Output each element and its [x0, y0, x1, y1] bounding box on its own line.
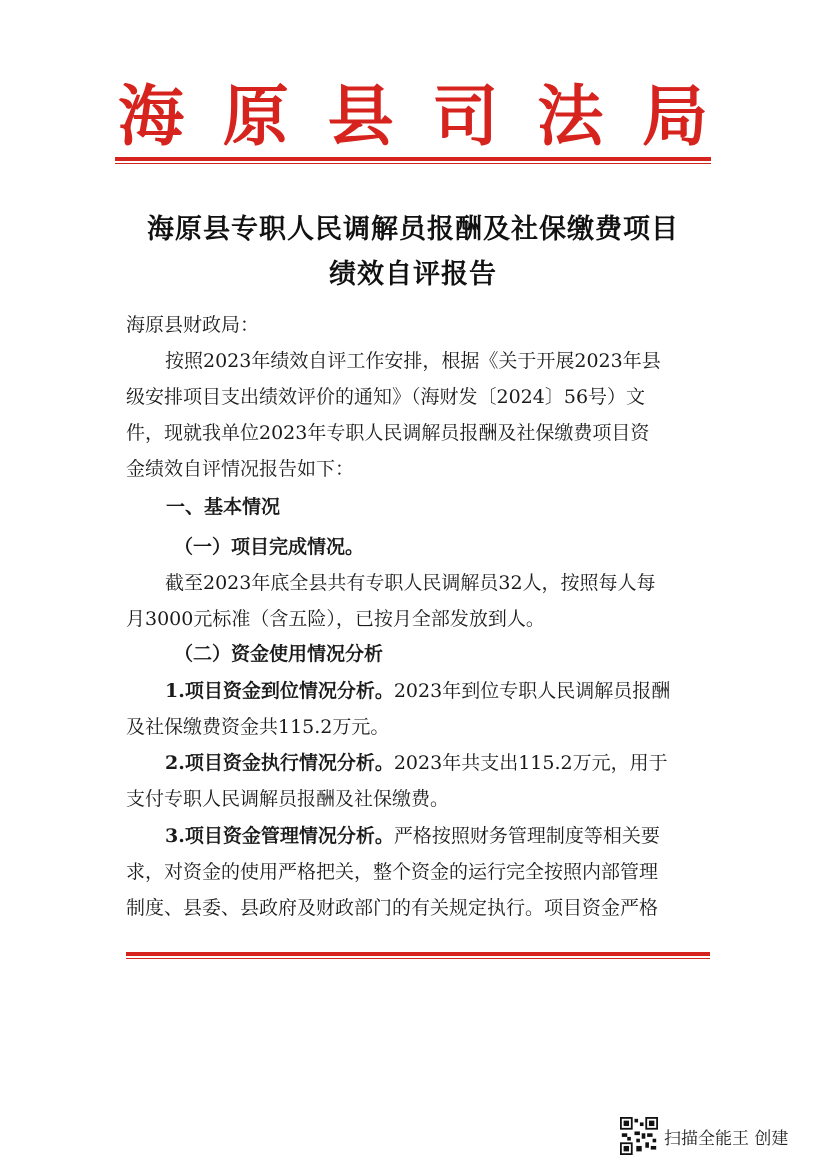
fund-arrival-text: 2023年到位专职人民调解员报酬	[393, 680, 671, 702]
subsection-heading-completion: （一）项目完成情况。	[174, 536, 365, 558]
letterhead-char: 县	[327, 77, 394, 155]
letterhead-char: 局	[641, 77, 708, 155]
letterhead-char: 原	[222, 77, 289, 155]
intro-line: 件，现就我单位2023年专职人民调解员报酬及社保缴费项目资	[126, 422, 650, 444]
fund-execution-text: 2023年共支出115.2万元，用于	[393, 752, 668, 774]
document-title-line-1: 海原县专职人民调解员报酬及社保缴费项目	[147, 214, 679, 245]
completion-line: 截至2023年底全县共有专职人民调解员32人，按照每人每	[165, 572, 656, 594]
fund-management-line: 制度、县委、县政府及财政部门的有关规定执行。项目资金严格	[126, 897, 659, 919]
completion-paragraph	[126, 565, 692, 637]
letterhead-char: 司	[432, 77, 499, 155]
fund-arrival-line-1	[126, 673, 692, 709]
document-title-line-2: 绩效自评报告	[329, 259, 497, 290]
fund-management-text: 严格按照财务管理制度等相关要	[393, 825, 660, 847]
addressee: 海原县财政局：	[126, 314, 260, 336]
fund-arrival-line-2: 及社保缴费资金共115.2万元。	[126, 716, 390, 738]
fund-management-line-1	[126, 818, 692, 854]
intro-paragraph	[126, 343, 692, 487]
subsection-heading-fund-usage: （二）资金使用情况分析	[174, 643, 384, 665]
intro-line: 级安排项目支出绩效评价的通知》（海财发〔2024〕56号）文	[126, 386, 646, 408]
section-heading-basic-situation: 一、基本情况	[166, 496, 281, 518]
letterhead-divider-thick	[115, 157, 711, 161]
scanner-watermark	[620, 1116, 788, 1156]
fund-arrival-paragraph	[126, 673, 692, 745]
fund-arrival-label: 1.项目资金到位情况分析。	[165, 680, 394, 702]
fund-management-paragraph	[126, 818, 692, 926]
letterhead-char: 法	[537, 77, 604, 155]
intro-line: 金绩效自评情况报告如下：	[126, 458, 355, 480]
intro-line: 按照2023年绩效自评工作安排，根据《关于开展2023年县	[165, 350, 661, 372]
footer-divider-thick	[126, 952, 710, 956]
fund-execution-line-1	[126, 745, 692, 781]
letterhead-divider-thin	[115, 163, 711, 164]
qr-code-icon	[620, 1117, 658, 1155]
org-letterhead-title	[118, 76, 708, 156]
fund-management-label: 3.项目资金管理情况分析。	[165, 825, 394, 847]
footer-divider-thin	[126, 958, 710, 959]
fund-management-line: 求，对资金的使用严格把关，整个资金的运行完全按照内部管理	[126, 861, 659, 883]
fund-execution-paragraph	[126, 745, 692, 817]
fund-execution-label: 2.项目资金执行情况分析。	[165, 752, 394, 774]
fund-execution-line-2: 支付专职人民调解员报酬及社保缴费。	[126, 788, 450, 810]
watermark-text: 扫描全能王 创建	[664, 1128, 789, 1149]
letterhead-char: 海	[118, 77, 184, 155]
completion-line: 月3000元标准（含五险），已按月全部发放到人。	[126, 608, 545, 630]
